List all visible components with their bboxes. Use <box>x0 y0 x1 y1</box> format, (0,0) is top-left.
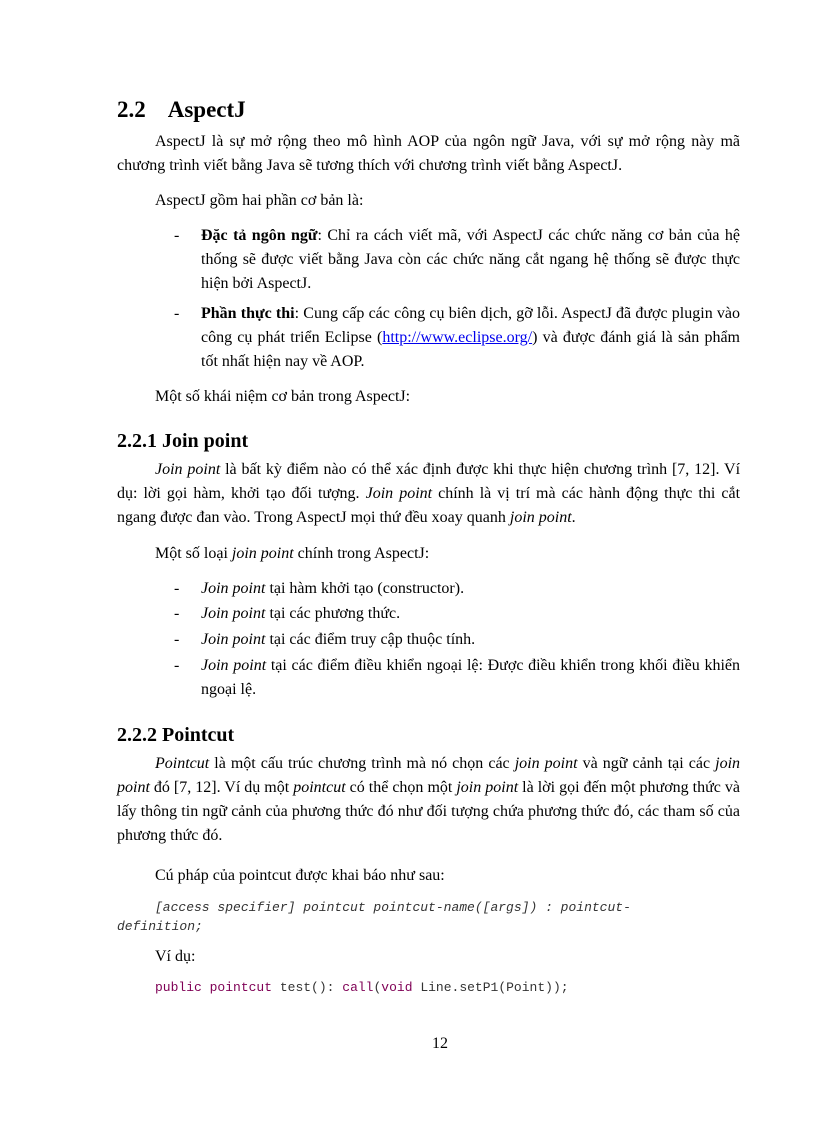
section-heading <box>117 97 246 123</box>
subsection-heading-join-point: 2.2.1 Join point <box>117 430 249 452</box>
intro-paragraph-1: AspectJ là sự mở rộng theo mô hình AOP của ngôn ngữ Java, với sự mở rộng này mã chương trình viết bằng Java sẽ tương thích với chương trình viết bằng AspectJ. <box>117 133 740 174</box>
join-point-paragraph-2: Một số loại join point chính trong AspectJ: <box>155 545 430 562</box>
list-item-language-spec: - Đặc tả ngôn ngữ: Chỉ ra cách viết mã, với AspectJ các chức năng cơ bản của hệ thống sẽ được viết bằng Java còn các chức năng cắt ngang hệ thống sẽ được thực hiện bởi AspectJ. <box>174 227 741 292</box>
pointcut-syntax-code-line-2: definition; <box>117 919 203 934</box>
term-language-spec: Đặc tả ngôn ngữ <box>201 227 318 244</box>
subsection-heading-pointcut: 2.2.2 Pointcut <box>117 724 235 746</box>
pointcut-syntax-code-line-1: [access specifier] pointcut pointcut-name([args]) : pointcut- <box>155 900 631 915</box>
pointcut-paragraph-1: Pointcut là một cấu trúc chương trình mà nó chọn các join point và ngữ cảnh tại các join point đó [7, 12]. Ví dụ một pointcut có thể chọn một join point là lời gọi đến một phương thức và lấy thông tin ngữ cảnh của phương thức đó như đối tượng chứa phương thức đó, các tham số của phương thức đó. <box>117 755 741 844</box>
section-title: AspectJ <box>167 97 246 122</box>
page-number: 12 <box>432 1035 448 1052</box>
join-point-list-item: - Join point tại các điểm truy cập thuộc tính. <box>174 631 476 648</box>
pointcut-syntax-label: Cú pháp của pointcut được khai báo như sau: <box>155 867 445 884</box>
term-runtime: Phần thực thi <box>201 305 295 322</box>
join-point-list-item: - Join point tại các điểm điều khiển ngoại lệ: Được điều khiển trong khối điều khiển ngoại lệ. <box>174 657 740 698</box>
list-item-runtime: - Phần thực thi: Cung cấp các công cụ biên dịch, gỡ lỗi. AspectJ đã được plugin vào công cụ phát triển Eclipse (http://www.eclipse.org/) và được đánh giá là sản phẩm tốt nhất hiện nay về AOP. <box>174 305 741 370</box>
section-number: 2.2 <box>117 97 146 122</box>
join-point-list-item: - Join point tại các phương thức. <box>174 605 401 622</box>
intro-paragraph-3: Một số khái niệm cơ bản trong AspectJ: <box>155 388 411 405</box>
join-point-paragraph-1: Join point là bất kỳ điểm nào có thể xác định được khi thực hiện chương trình [7, 12]. Ví dụ: lời gọi hàm, khởi tạo đối tượng. Join point chính là vị trí mà các hành động thực thi cắt ngang được đan vào. Trong AspectJ mọi thứ đều xoay quanh join point. <box>117 461 741 526</box>
example-code: public pointcut test(): call(void Line.setP1(Point)); <box>155 980 569 995</box>
example-label: Ví dụ: <box>155 948 196 965</box>
join-point-list-item: - Join point tại hàm khởi tạo (constructor). <box>174 580 465 597</box>
intro-paragraph-2: AspectJ gồm hai phần cơ bản là: <box>155 192 364 209</box>
eclipse-link[interactable]: http://www.eclipse.org/ <box>382 329 533 346</box>
